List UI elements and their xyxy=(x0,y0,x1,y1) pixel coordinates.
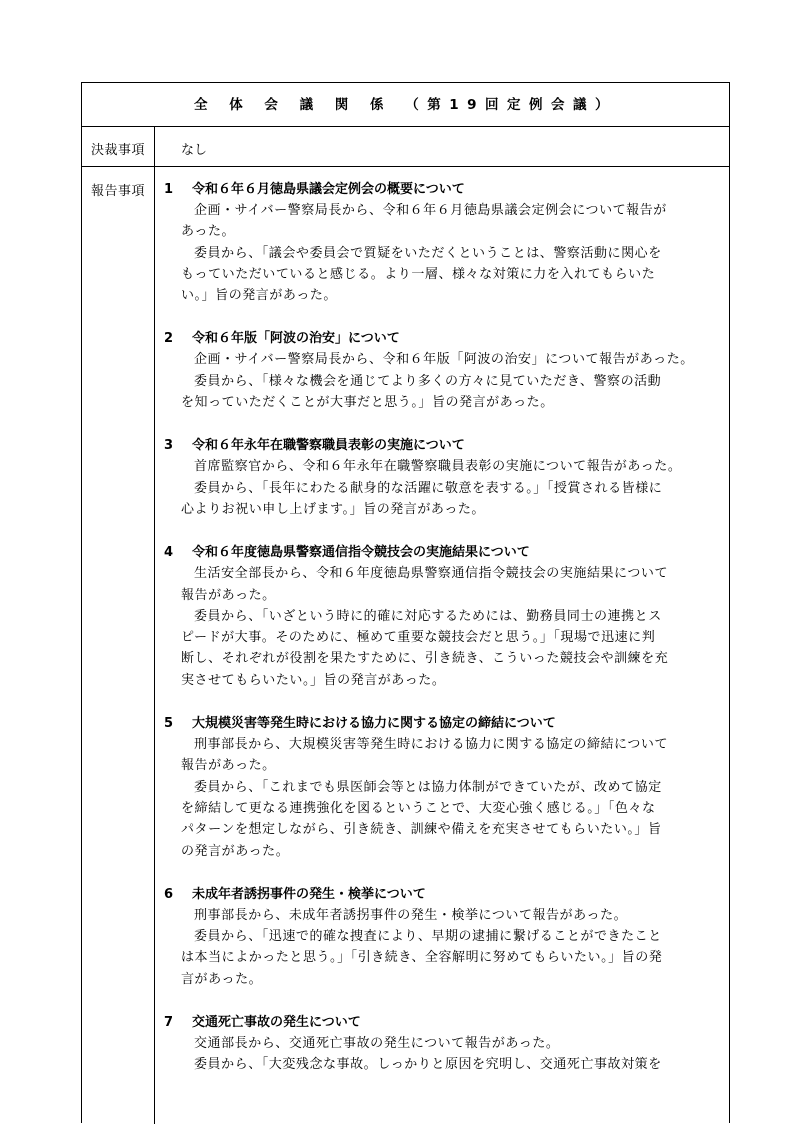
item-text-line: 委員から、「迅速で的確な捜査により、早期の逮捕に繋げることができたこと xyxy=(194,929,662,945)
item-text-line: 委員から、「様々な機会を通じてより多くの方々に見ていただき、警察の活動 xyxy=(194,373,662,389)
decision-row xyxy=(82,127,729,167)
item-number: 3 xyxy=(164,438,174,454)
item-text-line: パターンを想定しながら、引き続き、訓練や備えを充実させてもらいたい。」旨 xyxy=(181,822,662,838)
item-text-line: は本当によかったと思う。」「引き続き、全容解明に努めてもらいたい。」旨の発 xyxy=(181,950,663,966)
item-text-line: あった。 xyxy=(181,224,236,240)
item-title xyxy=(164,179,724,200)
decision-value: なし xyxy=(181,143,208,158)
item-text-line: の発言があった。 xyxy=(181,843,290,859)
item-text-line: 企画・サイバー警察局長から、令和６年版「阿波の治安」について報告があった。 xyxy=(194,352,694,368)
item-text-line: 企画・サイバー警察局長から、令和６年６月徳島県議会定例会について報告が xyxy=(194,203,667,218)
item-text-line: ピードが大事。そのために、極めて重要な競技会だと思う。」「現場で迅速に判 xyxy=(181,630,656,646)
item-number: 2 xyxy=(164,331,174,347)
decision-label: 決裁事項 xyxy=(90,143,145,158)
item-number: 1 xyxy=(164,182,174,197)
item-title-text: 未成年者誘拐事件の発生・検挙について xyxy=(192,886,426,902)
report-item xyxy=(164,542,724,691)
item-title xyxy=(164,713,724,734)
column-divider xyxy=(154,127,155,1124)
item-text-line: 報告があった。 xyxy=(181,587,276,603)
item-text-line: 刑事部長から、大規模災害等発生時における協力に関する協定の締結について xyxy=(194,737,668,753)
item-text-line: 首席監察官から、令和６年永年在職警察職員表彰の実施について報告があった。 xyxy=(194,459,682,475)
item-title xyxy=(164,1012,724,1033)
item-text-line: 刑事部長から、未成年者誘拐事件の発生・検挙について報告があった。 xyxy=(194,907,628,923)
item-title-text: 大規模災害等発生時における協力に関する協定の締結について xyxy=(192,716,556,732)
item-text-line: もっていただいていると感じる。より一層、様々な対策に力を入れてもらいた xyxy=(181,266,656,282)
item-title-text: 令和６年６月徳島県議会定例会の概要について xyxy=(192,182,465,197)
item-text-line: を締結して更なる連携強化を図るということで、大変心強く感じる。」「色々な xyxy=(181,800,656,816)
report-label: 報告事項 xyxy=(90,184,145,199)
report-item xyxy=(164,328,724,413)
item-number: 7 xyxy=(164,1015,174,1031)
item-number: 5 xyxy=(164,716,174,732)
item-number: 4 xyxy=(164,545,174,561)
meeting-title: 全 体 会 議 関 係 （第19回定例会議） xyxy=(82,83,729,127)
item-title xyxy=(164,884,724,905)
report-item xyxy=(164,713,724,862)
item-text-line: 委員から、「議会や委員会で質疑をいただくということは、警察活動に関心を xyxy=(194,245,662,261)
report-item xyxy=(164,884,724,990)
item-text-line: 委員から、「長年にわたる献身的な活躍に敬意を表する。」「授賞される皆様に xyxy=(194,480,663,496)
item-title xyxy=(164,435,724,456)
item-title-text: 令和６年版「阿波の治安」について xyxy=(192,331,400,347)
item-text-line: 委員から、「これまでも県医師会等とは協力体制ができていたが、改めて協定 xyxy=(194,779,662,795)
item-title xyxy=(164,542,724,563)
item-text-line: 委員から、「いざという時に的確に対応するためには、勤務員同士の連携とス xyxy=(194,608,662,624)
item-text-line: 委員から、「大変残念な事故。しっかりと原因を究明し、交通死亡事故対策を xyxy=(194,1057,662,1073)
item-text-line: 心よりお祝い申し上げます。」旨の発言があった。 xyxy=(181,501,485,517)
item-text-line: 言があった。 xyxy=(181,971,263,987)
item-title-text: 令和６年度徳島県警察通信指令競技会の実施結果について xyxy=(192,545,530,561)
item-text-line: を知っていただくことが大事だと思う。」旨の発言があった。 xyxy=(181,395,554,411)
report-item xyxy=(164,1012,724,1076)
item-title-text: 令和６年永年在職警察職員表彰の実施について xyxy=(192,438,465,454)
item-title xyxy=(164,328,724,349)
item-text-line: 報告があった。 xyxy=(181,758,276,774)
item-title-text: 交通死亡事故の発生について xyxy=(192,1015,361,1031)
item-text-line: い。」旨の発言があった。 xyxy=(181,288,337,304)
item-number: 6 xyxy=(164,886,174,902)
report-item xyxy=(164,435,724,520)
report-content xyxy=(164,179,724,1098)
item-text-line: 断し、それぞれが役割を果たすために、引き続き、こういった競技会や訓練を充 xyxy=(181,651,669,667)
item-text-line: 生活安全部長から、令和６年度徳島県警察通信指令競技会の実施結果について xyxy=(194,566,668,582)
item-text-line: 交通部長から、交通死亡事故の発生について報告があった。 xyxy=(194,1036,560,1052)
meeting-record-table xyxy=(81,82,730,1123)
report-item xyxy=(164,179,724,306)
item-text-line: 実させてもらいたい。」旨の発言があった。 xyxy=(181,672,446,688)
